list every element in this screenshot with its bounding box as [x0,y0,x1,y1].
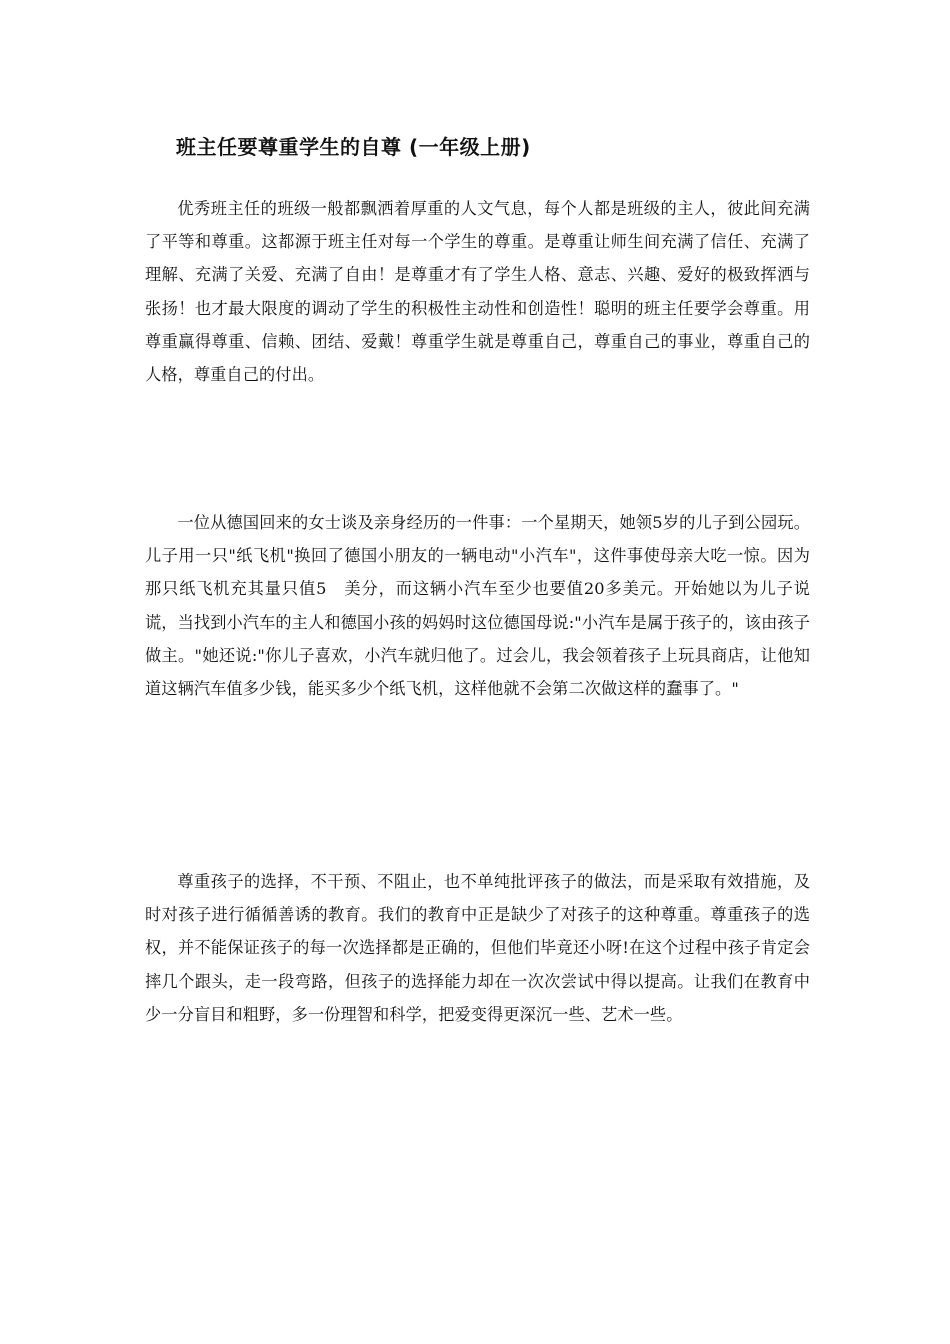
paragraph-3: 尊重孩子的选择，不干预、不阻止，也不单纯批评孩子的做法，而是采取有效措施，及时对孩子进行循循善诱的教育。我们的教育中正是缺少了对孩子的这种尊重。尊重孩子的选权，并不能保证孩子的每一次选择都是正确的，但他们毕竟还小呀!在这个过程中孩子肯定会摔几个跟头，走一段弯路，但孩子的选择能力却在一次次尝试中得以提高。让我们在教育中少一分盲目和粗野，多一份理智和科学，把爱变得更深沉一些、艺术一些。 [145,872,810,1024]
paragraph-2: 一位从德国回来的女士谈及亲身经历的一件事：一个星期天，她领5岁的儿子到公园玩。儿子用一只"纸飞机"换回了德国小朋友的一辆电动"小汽车"，这件事使母亲大吃一惊。因为那只纸飞机充其量只值5 美分，而这辆小汽车至少也要值20多美元。开始她以为儿子说谎，当找到小汽车的主人和德国小孩的妈妈时这位德国母说:"小汽车是属于孩子的，该由孩子做主。"她还说:"你儿子喜欢，小汽车就归他了。过会儿，我会领着孩子上玩具商店，让他知道这辆汽车值多少钱，能买多少个纸飞机，这样他就不会第二次做这样的蠢事了。" [145,513,810,699]
document-title: 班主任要尊重学生的自尊 (一年级上册) [176,135,531,159]
paragraph-1: 优秀班主任的班级一般都飘洒着厚重的人文气息，每个人都是班级的主人，彼此间充满了平等和尊重。这都源于班主任对每一个学生的尊重。是尊重让师生间充满了信任、充满了理解、充满了关爱、充满了自由！是尊重才有了学生人格、意志、兴趣、爱好的极致挥洒与张扬！也才最大限度的调动了学生的积极性主动性和创造性！聪明的班主任要学会尊重。用尊重赢得尊重、信赖、团结、爱戴！尊重学生就是尊重自己，尊重自己的事业，尊重自己的人格，尊重自己的付出。 [145,199,810,385]
